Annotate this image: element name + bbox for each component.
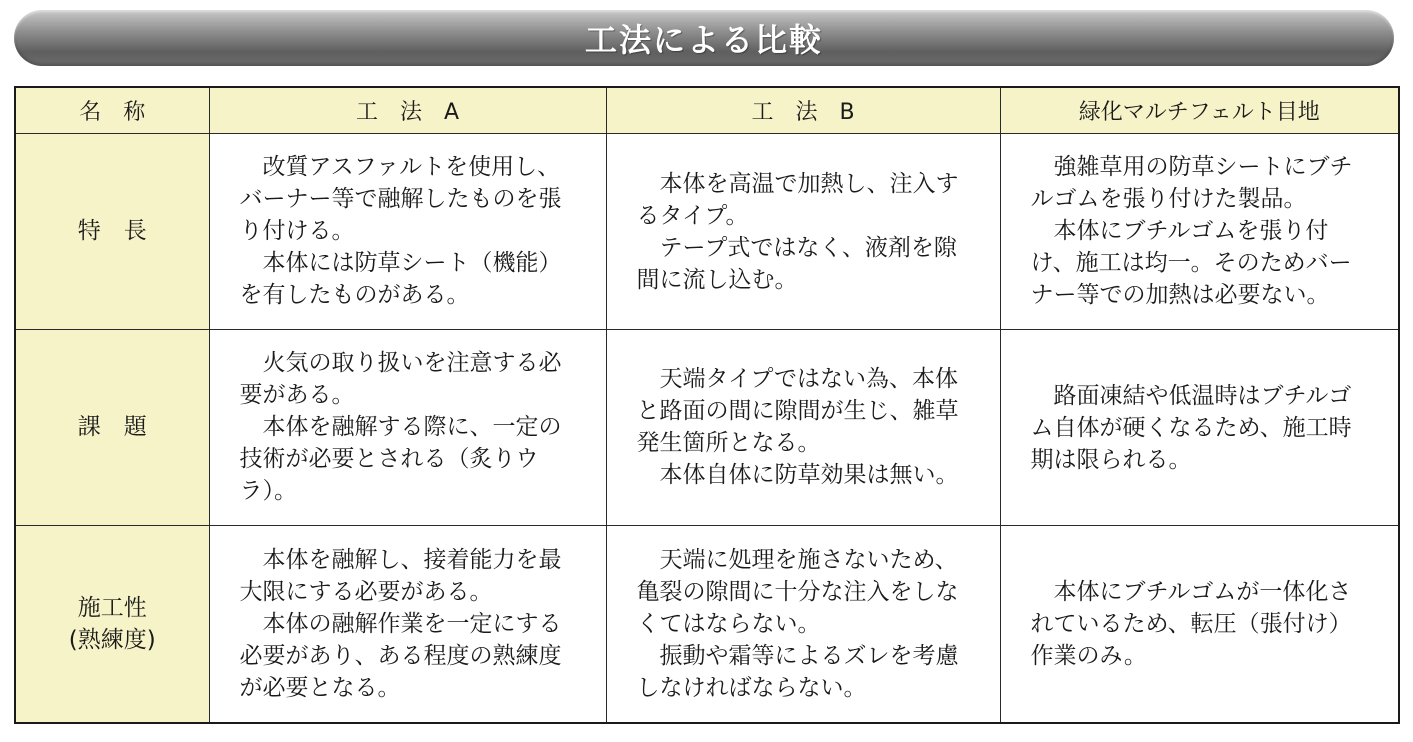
row-label-text: 課 題: [77, 414, 147, 440]
cell-features-a: [209, 133, 606, 329]
paragraph: テープ式ではなく、液剤を隙間に流し込む。: [636, 234, 957, 293]
paragraph: 天端に処理を施さないため、亀裂の隙間に十分な注入をしなくてはならない。: [636, 546, 959, 637]
row-label-issues: [15, 329, 209, 525]
paragraph: 本体自体に防草効果は無い。: [659, 462, 959, 488]
cell-issues-c: [1000, 329, 1399, 525]
paragraph: 改質アスファルトを使用し、バーナー等で融解したものを張り付ける。: [239, 154, 562, 244]
cell-features-c: [1000, 133, 1399, 329]
title-banner: [14, 10, 1394, 66]
paragraph: 本体には防草シート（機能）を有したものがある。: [239, 250, 562, 308]
header-name: 名 称: [15, 87, 209, 133]
paragraph: 本体にブチルゴムが一体化されているため、転圧（張付け）作業のみ。: [1030, 578, 1352, 669]
row-label-subtext: (熟練度): [68, 626, 156, 653]
cell-workability-a: [209, 525, 606, 723]
paragraph: 振動や霜等によるズレを考慮しなければならない。: [636, 642, 959, 701]
row-label-text: 特 長: [77, 218, 147, 244]
paragraph: 路面凍結や低温時はブチルゴム自体が硬くなるため、施工時期は限られる。: [1030, 382, 1352, 473]
header-method-b: 工 法 B: [606, 87, 1000, 133]
paragraph: 本体にブチルゴムを張り付け、施工は均一。そのためバーナー等での加熱は必要ない。: [1030, 218, 1352, 308]
cell-issues-a: [209, 329, 606, 525]
page-title: 工法による比較: [584, 21, 823, 59]
paragraph: 天端タイプではない為、本体と路面の間に隙間が生じ、雑草発生箇所となる。: [636, 366, 959, 456]
cell-features-b: [606, 133, 1000, 329]
paragraph: 本体を融解し、接着能力を最大限にする必要がある。: [239, 546, 562, 605]
row-label-text: 施工性: [77, 594, 147, 621]
paragraph: 強雑草用の防草シートにブチルゴムを張り付けた製品。: [1030, 154, 1353, 212]
table-row-features: [15, 133, 1399, 329]
paragraph: 本体を融解する際に、一定の技術が必要とされる（炙りウラ）。: [239, 414, 562, 504]
cell-issues-b: [606, 329, 1000, 525]
cell-workability-b: [606, 525, 1000, 723]
header-green-mulch-felt: 緑化マルチフェルト目地: [1000, 87, 1399, 133]
paragraph: 本体の融解作業を一定にする必要があり、ある程度の熟練度が必要となる。: [239, 610, 562, 701]
paragraph: 火気の取り扱いを注意する必要がある。: [239, 350, 562, 408]
header-method-a: 工 法 A: [209, 87, 606, 133]
paragraph: 本体を高温で加熱し、注入するタイプ。: [636, 170, 959, 229]
row-label-workability: [15, 525, 209, 723]
table-header-row: [15, 87, 1399, 133]
table-row-workability: [15, 525, 1399, 723]
row-label-features: [15, 133, 209, 329]
table-row-issues: [15, 329, 1399, 525]
comparison-table: [14, 86, 1400, 724]
cell-workability-c: [1000, 525, 1399, 723]
